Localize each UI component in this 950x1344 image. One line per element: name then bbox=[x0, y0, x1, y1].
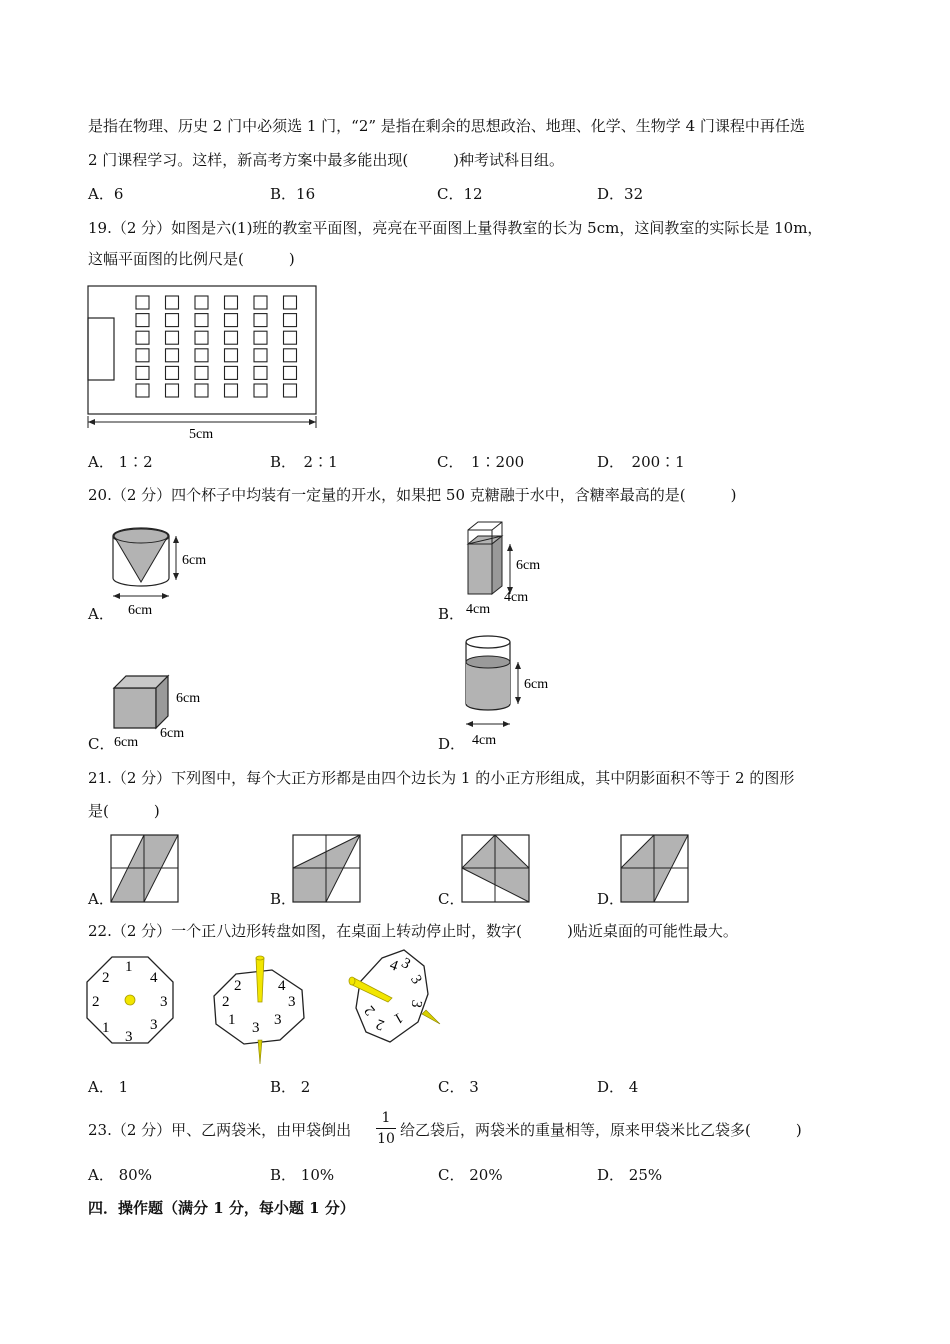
cup-b-cuboid-figure bbox=[462, 520, 582, 620]
q19-option-d[interactable]: D． 200∶1 bbox=[597, 453, 685, 471]
cup-a-width-label: 6cm bbox=[128, 603, 153, 618]
desk bbox=[195, 296, 208, 309]
desk bbox=[136, 331, 149, 344]
q18-option-b[interactable]: B．16 bbox=[270, 185, 316, 203]
dial1-num-right: 3 bbox=[160, 994, 168, 1010]
q21-option-c[interactable]: C． bbox=[438, 890, 465, 908]
cup-d-cylinder-figure bbox=[462, 634, 582, 748]
dial2-num-e: 3 bbox=[274, 1012, 282, 1028]
q20-option-a[interactable]: A． bbox=[88, 605, 114, 623]
cup-d-width-label: 4cm bbox=[472, 733, 497, 748]
desk bbox=[195, 384, 208, 397]
desk bbox=[136, 349, 149, 362]
desk bbox=[284, 314, 297, 327]
q19-text-line2: 这幅平面图的比例尺是( ) bbox=[88, 250, 295, 268]
desk bbox=[195, 331, 208, 344]
cup-d-height-label: 6cm bbox=[524, 677, 549, 692]
desk bbox=[166, 331, 179, 344]
desk bbox=[254, 349, 267, 362]
dial1-num-bottom: 3 bbox=[125, 1029, 133, 1045]
cup-b-depth-label: 4cm bbox=[504, 590, 529, 605]
dial1-num-topright: 4 bbox=[150, 970, 158, 986]
cup-b-height-label: 6cm bbox=[516, 558, 541, 573]
q21-text-line1: 21.（2 分）下列图中，每个大正方形都是由四个边长为 1 的小正方形组成，其中阴影面积不等于 2 的图形 bbox=[88, 769, 795, 787]
octagon-dial-2 bbox=[212, 954, 312, 1066]
dial2-num-d: 3 bbox=[252, 1020, 260, 1036]
desk bbox=[225, 314, 238, 327]
dial3-num-a: 4 bbox=[387, 957, 401, 975]
desk bbox=[166, 349, 179, 362]
q21-option-d[interactable]: D． bbox=[597, 890, 625, 908]
q19-option-a[interactable]: A． 1∶2 bbox=[88, 453, 153, 471]
q20-text: 20.（2 分）四个杯子中均装有一定量的开水，如果把 50 克糖融于水中，含糖率最高的是( ) bbox=[88, 486, 737, 504]
desk bbox=[254, 331, 267, 344]
dial1-num-bottomleft: 1 bbox=[102, 1020, 110, 1036]
desk bbox=[284, 296, 297, 309]
desk bbox=[254, 296, 267, 309]
dial1-num-topleft: 2 bbox=[102, 970, 110, 986]
octagon-dial-1 bbox=[84, 954, 176, 1046]
q21-option-b[interactable]: B． bbox=[270, 890, 297, 908]
classroom-plan-figure bbox=[86, 284, 322, 444]
q18-option-c[interactable]: C．12 bbox=[437, 185, 483, 203]
q21-text-line2: 是( ) bbox=[88, 802, 160, 820]
cup-c-width-label: 6cm bbox=[114, 735, 139, 750]
desk bbox=[136, 296, 149, 309]
q22-option-d[interactable]: D． 4 bbox=[597, 1078, 639, 1096]
desk bbox=[254, 314, 267, 327]
desk bbox=[136, 384, 149, 397]
q23-option-d[interactable]: D． 25% bbox=[597, 1166, 663, 1184]
cup-a-height-label: 6cm bbox=[182, 553, 207, 568]
dial3-num-d: 3 bbox=[407, 998, 425, 1009]
desk bbox=[225, 384, 238, 397]
q18-text-line2: 2 门课程学习。这样，新高考方案中最多能出现( )种考试科目组。 bbox=[88, 151, 565, 169]
desk bbox=[195, 366, 208, 379]
plan-length-label: 5cm bbox=[189, 427, 214, 442]
desk bbox=[166, 384, 179, 397]
q19-text-line1: 19.（2 分）如图是六(1)班的教室平面图，亮亮在平面图上量得教室的长为 5cm，这间教室的实际长是 10m， bbox=[88, 219, 823, 237]
q23-option-a[interactable]: A． 80% bbox=[88, 1166, 152, 1184]
cup-c-height-label: 6cm bbox=[176, 691, 201, 706]
dial2-num-c: 1 bbox=[228, 1012, 236, 1028]
desk bbox=[166, 366, 179, 379]
dial2-num-b: 2 bbox=[222, 994, 230, 1010]
dial2-num-g: 4 bbox=[278, 978, 286, 994]
cup-a-cone-figure bbox=[108, 526, 228, 621]
shaded-square-b bbox=[292, 834, 362, 904]
dial2-num-f: 3 bbox=[288, 994, 296, 1010]
desk bbox=[225, 296, 238, 309]
section-4-heading: 四．操作题（满分 1 分，每小题 1 分） bbox=[88, 1199, 355, 1217]
q22-option-b[interactable]: B． 2 bbox=[270, 1078, 311, 1096]
q22-text: 22.（2 分）一个正八边形转盘如图，在桌面上转动停止时，数字( )贴近桌面的可能性最大。 bbox=[88, 922, 738, 940]
q19-option-b[interactable]: B． 2∶1 bbox=[270, 453, 338, 471]
q23-option-c[interactable]: C． 20% bbox=[438, 1166, 503, 1184]
desk bbox=[254, 384, 267, 397]
q23-fraction-numerator: 1 bbox=[381, 1110, 391, 1126]
desk bbox=[284, 331, 297, 344]
desk bbox=[166, 314, 179, 327]
dial1-num-left: 2 bbox=[92, 994, 100, 1010]
shaded-square-d bbox=[620, 834, 690, 904]
q21-option-a[interactable]: A． bbox=[88, 890, 114, 908]
octagon-dial-3 bbox=[342, 948, 452, 1048]
desk bbox=[284, 384, 297, 397]
q18-text-line1: 是指在物理、历史 2 门中必须选 1 门，“2” 是指在剩余的思想政治、地理、化学、生物学 4 门课程中再任选 bbox=[88, 117, 805, 135]
q22-option-c[interactable]: C． 3 bbox=[438, 1078, 479, 1096]
desk bbox=[166, 296, 179, 309]
q23-fraction-bar bbox=[376, 1128, 396, 1129]
dial2-num-a: 2 bbox=[234, 978, 242, 994]
shaded-square-a bbox=[110, 834, 180, 904]
desk bbox=[225, 349, 238, 362]
q23-option-b[interactable]: B． 10% bbox=[270, 1166, 335, 1184]
q20-option-c[interactable]: C． bbox=[88, 735, 115, 753]
desk bbox=[284, 349, 297, 362]
cup-c-cube-figure bbox=[110, 672, 230, 752]
desk bbox=[225, 366, 238, 379]
dial3-num-c: 3 bbox=[407, 972, 425, 988]
dial3-num-f: 2 bbox=[373, 1015, 387, 1033]
q20-option-b[interactable]: B． bbox=[438, 605, 465, 623]
q23-text-post: 给乙袋后，两袋米的重量相等，原来甲袋米比乙袋多( ) bbox=[400, 1121, 802, 1139]
desk bbox=[136, 366, 149, 379]
desk bbox=[225, 331, 238, 344]
shaded-square-c bbox=[461, 834, 531, 904]
q23-fraction-denominator: 10 bbox=[377, 1131, 395, 1147]
desk bbox=[195, 314, 208, 327]
q18-option-a[interactable]: A．6 bbox=[88, 185, 124, 203]
q20-option-d[interactable]: D． bbox=[438, 735, 466, 753]
dial1-num-top: 1 bbox=[125, 959, 133, 975]
cup-b-width-label: 4cm bbox=[466, 602, 491, 617]
dial3-num-g: 2 bbox=[361, 1002, 379, 1019]
dial3-num-e: 1 bbox=[390, 1009, 406, 1027]
q22-option-a[interactable]: A． 1 bbox=[88, 1078, 129, 1096]
desk bbox=[284, 366, 297, 379]
cup-c-depth-label: 6cm bbox=[160, 726, 185, 741]
desk bbox=[254, 366, 267, 379]
q19-option-c[interactable]: C． 1∶200 bbox=[437, 453, 525, 471]
dial3-num-b: 3 bbox=[398, 955, 414, 973]
q23-text-pre: 23.（2 分）甲、乙两袋米，由甲袋倒出 bbox=[88, 1121, 352, 1139]
desk bbox=[136, 314, 149, 327]
q18-option-d[interactable]: D．32 bbox=[597, 185, 644, 203]
desk bbox=[195, 349, 208, 362]
dial1-num-bottomright: 3 bbox=[150, 1017, 158, 1033]
